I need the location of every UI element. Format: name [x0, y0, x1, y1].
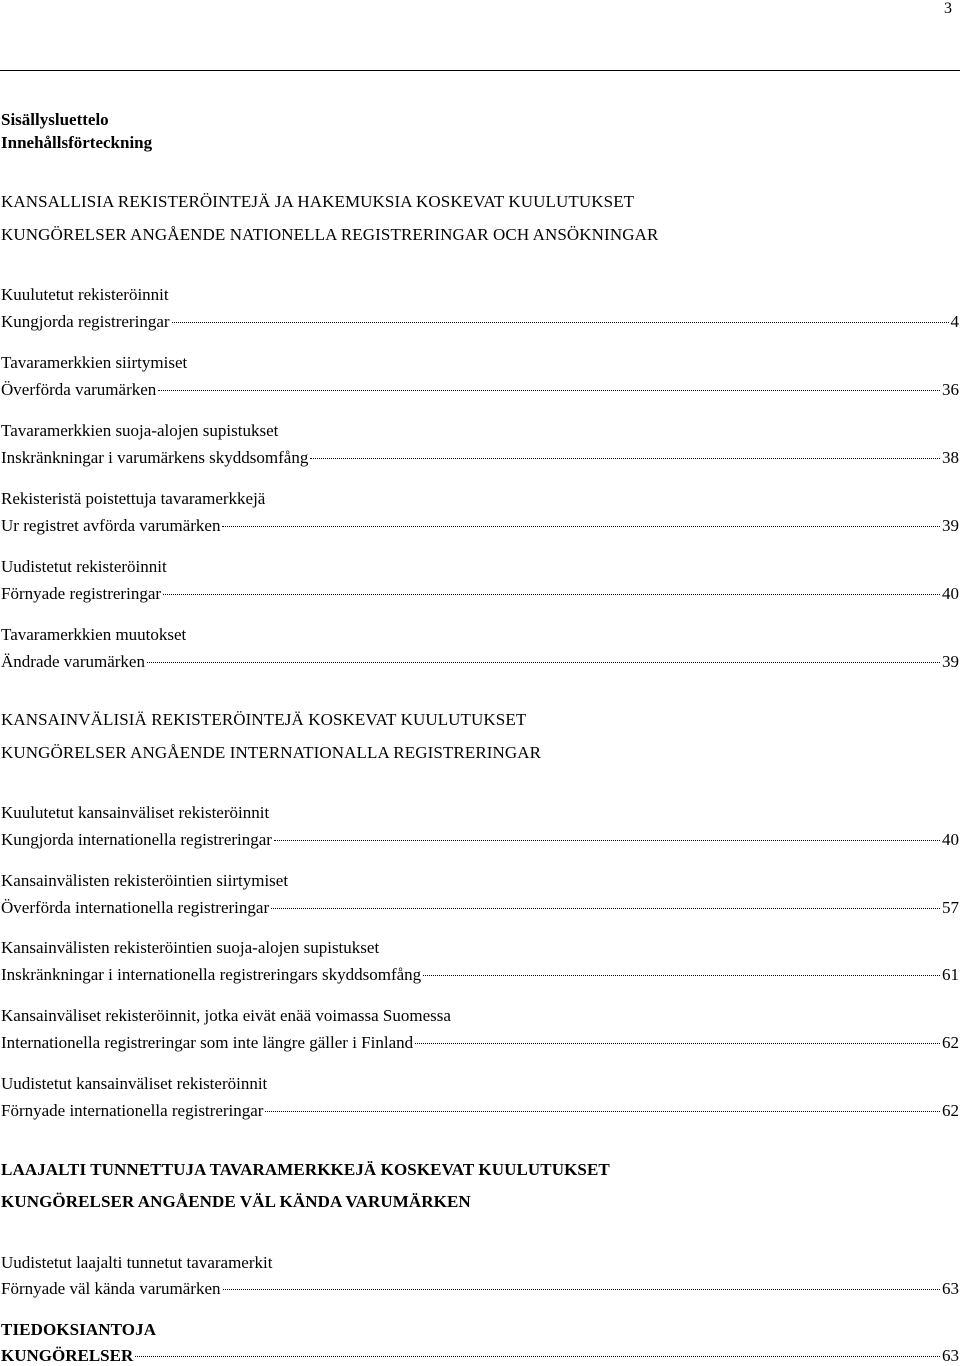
dot-leader [423, 975, 940, 976]
dot-leader [147, 662, 940, 663]
dot-leader [163, 594, 940, 595]
toc-entry[interactable] [1, 312, 959, 332]
toc-entry[interactable] [1, 448, 959, 468]
toc-entry[interactable] [1, 380, 959, 400]
toc-entry-fi: Uudistetut laajalti tunnetut tavaramerkit [1, 1253, 273, 1272]
toc-entry-fi: Kuulutetut rekisteröinnit [1, 285, 169, 304]
toc-title-fi: Sisällysluettelo [1, 110, 109, 129]
toc-entry-sv: Internationella registreringar som inte längre gäller i Finland [1, 1033, 414, 1052]
toc-page-number: 61 [942, 965, 959, 984]
toc-title-sv: Innehållsförteckning [1, 133, 153, 152]
toc-page-number: 40 [942, 830, 959, 849]
section-heading-fi: KANSALLISIA REKISTERÖINTEJÄ JA HAKEMUKSIA KOSKEVAT KUULUTUKSET [1, 192, 635, 211]
toc-page-number: 62 [942, 1033, 959, 1052]
toc-page-number: 57 [942, 898, 959, 917]
toc-entry[interactable] [1, 1279, 959, 1299]
dot-leader [274, 840, 940, 841]
toc-entry-sv: Ändrade varumärken [1, 652, 145, 671]
header-rule [0, 70, 960, 71]
toc-entry-fi: Kansainväliset rekisteröinnit, jotka eivät enää voimassa Suomessa [1, 1006, 451, 1025]
toc-entry[interactable] [1, 1101, 959, 1121]
toc-page-number: 36 [942, 380, 959, 399]
toc-entry-fi: Uudistetut kansainväliset rekisteröinnit [1, 1074, 268, 1093]
dot-leader [135, 1356, 940, 1357]
toc-entry-fi: Kansainvälisten rekisteröintien siirtymiset [1, 871, 289, 890]
toc-entry-sv: Överförda varumärken [1, 380, 157, 399]
toc-page-number: 39 [942, 652, 959, 671]
toc-entry[interactable] [1, 516, 959, 536]
toc-entry-sv: Kungjorda registreringar [1, 312, 170, 331]
toc-entry-fi: Uudistetut rekisteröinnit [1, 557, 167, 576]
toc-entry[interactable] [1, 898, 959, 918]
dot-leader [223, 1289, 941, 1290]
toc-entry-fi: Rekisteristä poistettuja tavaramerkkejä [1, 489, 266, 508]
dot-leader [310, 458, 940, 459]
section-heading-sv: KUNGÖRELSER ANGÅENDE INTERNATIONALLA REGISTRERINGAR [1, 743, 542, 762]
toc-entry[interactable] [1, 830, 959, 850]
toc-entry-sv: Ur registret avförda varumärken [1, 516, 221, 535]
toc-page-number: 40 [942, 584, 959, 603]
toc-entry[interactable] [1, 1346, 959, 1366]
toc-entry-sv: Förnyade internationella registreringar [1, 1101, 264, 1120]
section-heading-fi: TIEDOKSIANTOJA [1, 1320, 157, 1339]
toc-entry-sv: Inskränkningar i varumärkens skyddsomfång [1, 448, 309, 467]
toc-entry-fi: Tavaramerkkien siirtymiset [1, 353, 188, 372]
toc-entry[interactable] [1, 652, 959, 672]
dot-leader [158, 390, 940, 391]
toc-page-number: 63 [942, 1279, 959, 1298]
toc-page-number: 4 [950, 312, 959, 331]
dot-leader [172, 322, 949, 323]
toc-page-number: 39 [942, 516, 959, 535]
toc-entry[interactable] [1, 965, 959, 985]
toc-entry-fi: Kansainvälisten rekisteröintien suoja-alojen supistukset [1, 938, 380, 957]
toc-entry-fi: Tavaramerkkien muutokset [1, 625, 187, 644]
dot-leader [271, 908, 940, 909]
toc-entry-fi: Tavaramerkkien suoja-alojen supistukset [1, 421, 279, 440]
toc-entry-sv: Kungjorda internationella registreringar [1, 830, 272, 849]
section-heading-sv: KUNGÖRELSER ANGÅENDE VÄL KÄNDA VARUMÄRKEN [1, 1192, 471, 1211]
toc-entry-sv: Inskränkningar i internationella registreringars skyddsomfång [1, 965, 422, 984]
toc-entry-fi: Kuulutetut kansainväliset rekisteröinnit [1, 803, 270, 822]
toc-entry[interactable] [1, 1033, 959, 1053]
section-heading-fi: LAAJALTI TUNNETTUJA TAVARAMERKKEJÄ KOSKEVAT KUULUTUKSET [1, 1160, 610, 1179]
toc-entry[interactable] [1, 584, 959, 604]
dot-leader [415, 1043, 940, 1044]
section-heading-sv: KUNGÖRELSER ANGÅENDE NATIONELLA REGISTRERINGAR OCH ANSÖKNINGAR [1, 225, 659, 244]
toc-entry-sv: Förnyade registreringar [1, 584, 162, 603]
toc-entry-sv: Överförda internationella registreringar [1, 898, 270, 917]
section-heading-sv: KUNGÖRELSER [1, 1346, 134, 1365]
toc-page-number: 38 [942, 448, 959, 467]
section-heading-fi: KANSAINVÄLISIÄ REKISTERÖINTEJÄ KOSKEVAT KUULUTUKSET [1, 710, 527, 729]
toc-entry-sv: Förnyade väl kända varumärken [1, 1279, 221, 1298]
dot-leader [265, 1111, 940, 1112]
toc-page-number: 62 [942, 1101, 959, 1120]
dot-leader [222, 526, 940, 527]
toc-page-number: 63 [942, 1346, 959, 1365]
page-number: 3 [944, 0, 952, 17]
